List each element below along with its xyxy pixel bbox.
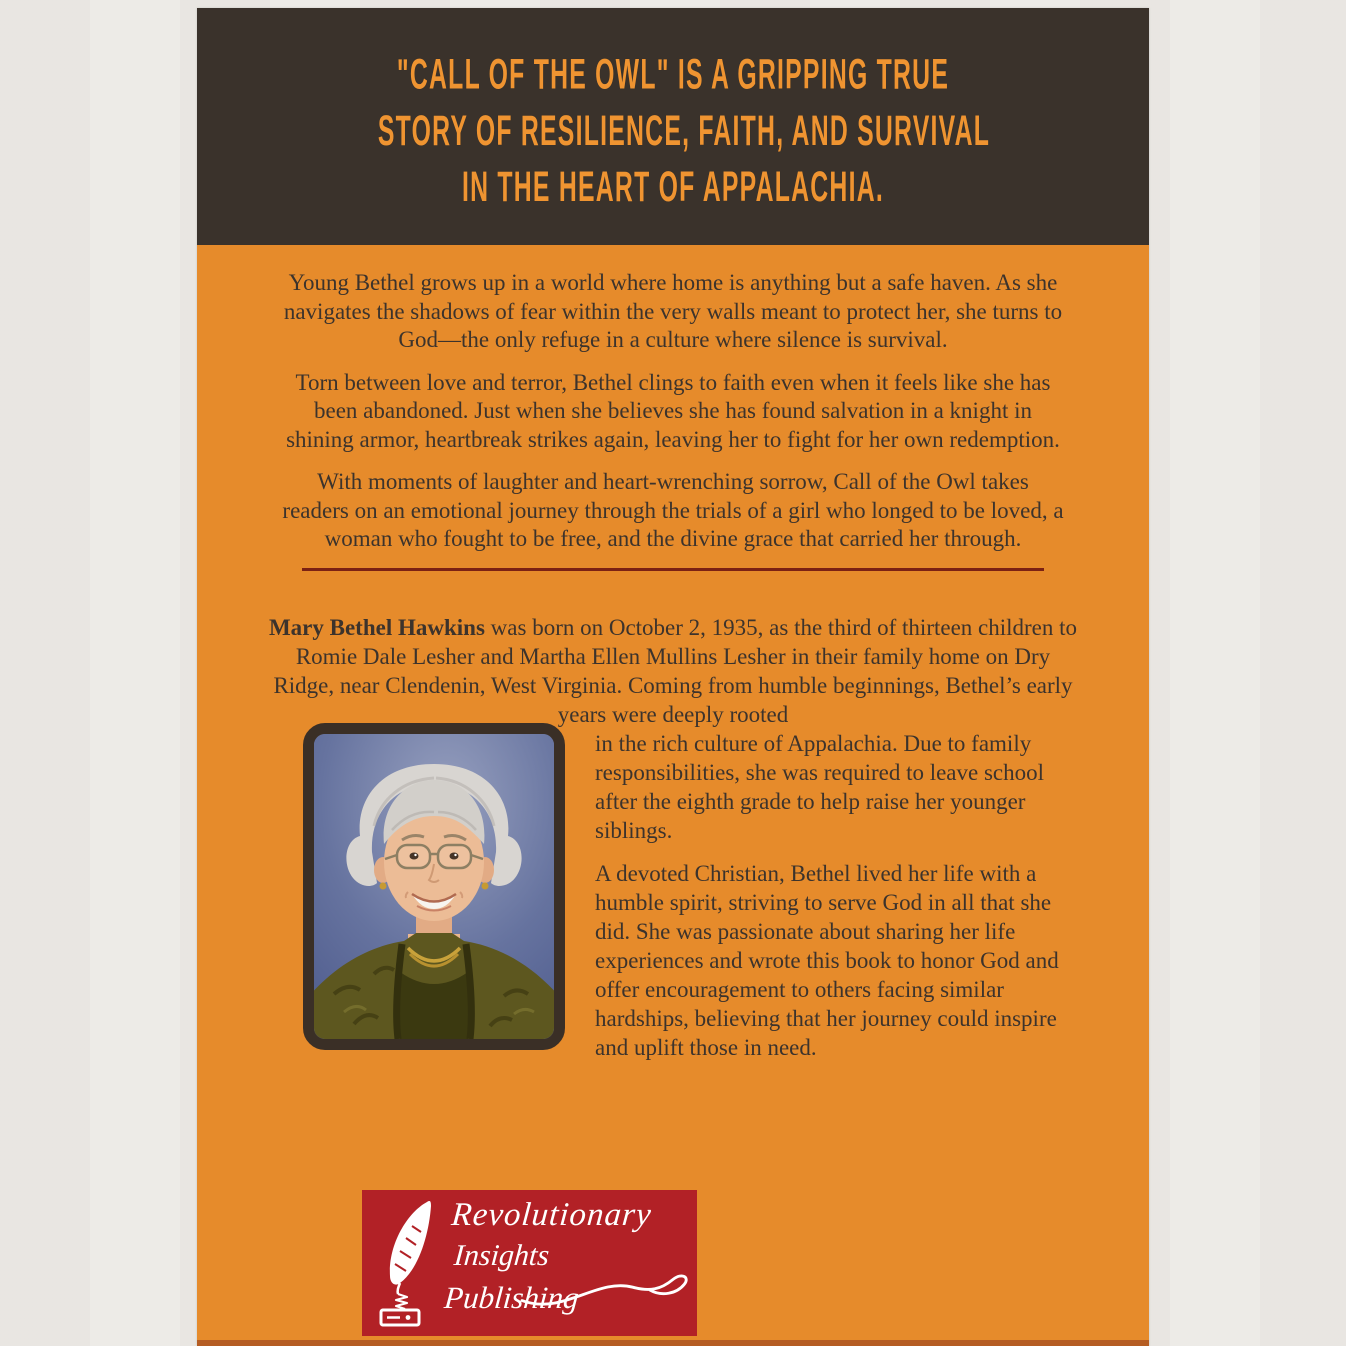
bio-paragraph-beside-photo: in the rich culture of Appalachia. Due to family responsibilities, she was required to leave school after the eighth grade to help raise her younger siblings.: [595, 730, 1045, 843]
publisher-logo: [362, 1190, 697, 1336]
quill-and-inkwell-icon: [372, 1198, 444, 1328]
tagline-line-2: STORY OF RESILIENCE, FAITH, AND SURVIVAL: [377, 107, 991, 155]
synopsis-section: [197, 245, 1149, 554]
book-back-cover: [197, 8, 1149, 1346]
publisher-name-line-1: Revolutionary: [450, 1197, 654, 1233]
author-bio-section: [197, 613, 1149, 1076]
bio-columns: [303, 723, 1149, 1076]
bio-paragraph-second: A devoted Christian, Bethel lived her life with a humble spirit, striving to serve God in all that she did. She was passionate about sharing her life experiences and wrote this book to honor God and offer encouragement to others facing similar hardships, believing that her journey could inspire and uplift those in need.: [595, 860, 1059, 1060]
tagline-banner: [197, 8, 1149, 245]
publisher-name-line-3: Publishing: [442, 1280, 581, 1315]
calligraphy-flourish: [520, 1270, 692, 1312]
bio-right-column: [595, 723, 1073, 1076]
synopsis-paragraph-2: Torn between love and terror, Bethel clings to faith even when it feels like she has been abandoned. Just when she believes she has found salvation in a knight in shining armor, heartbreak strikes again, leaving her to fight for her own redemption.: [286, 369, 1060, 452]
synopsis-paragraph-3: With moments of laughter and heart-wrenching sorrow, Call of the Owl takes readers on an emotional journey through the trials of a girl who longed to be loved, a woman who fought to be free, and the divine grace that carried her through.: [282, 469, 1064, 551]
tagline-line-3: IN THE HEART OF APPALACHIA.: [461, 163, 885, 211]
bio-intro-paragraph: [267, 613, 1079, 729]
section-divider: [302, 568, 1044, 571]
tagline-line-1: "CALL OF THE OWL" IS A GRIPPING TRUE: [396, 51, 950, 99]
author-portrait-illustration: [314, 734, 554, 1039]
tagline-title: [377, 47, 991, 216]
synopsis-paragraph-1: Young Bethel grows up in a world where home is anything but a safe haven. As she navigates the shadows of fear within the very walls meant to protect her, she turns to God—the only refuge in a culture where silence is survival.: [283, 270, 1063, 352]
author-photo: [303, 723, 565, 1050]
publisher-name-line-2: Insights: [452, 1239, 551, 1272]
author-name: Mary Bethel Hawkins: [268, 614, 485, 640]
bio-intro-text: was born on October 2, 1935, as the third of thirteen children to Romie Dale Lesher and Martha Ellen Mullins Lesher in their family home on Dry Ridge, near Clendenin, West Virginia. Coming from humble beginnings, Bethel’s early years were deeply rooted: [273, 614, 1078, 727]
